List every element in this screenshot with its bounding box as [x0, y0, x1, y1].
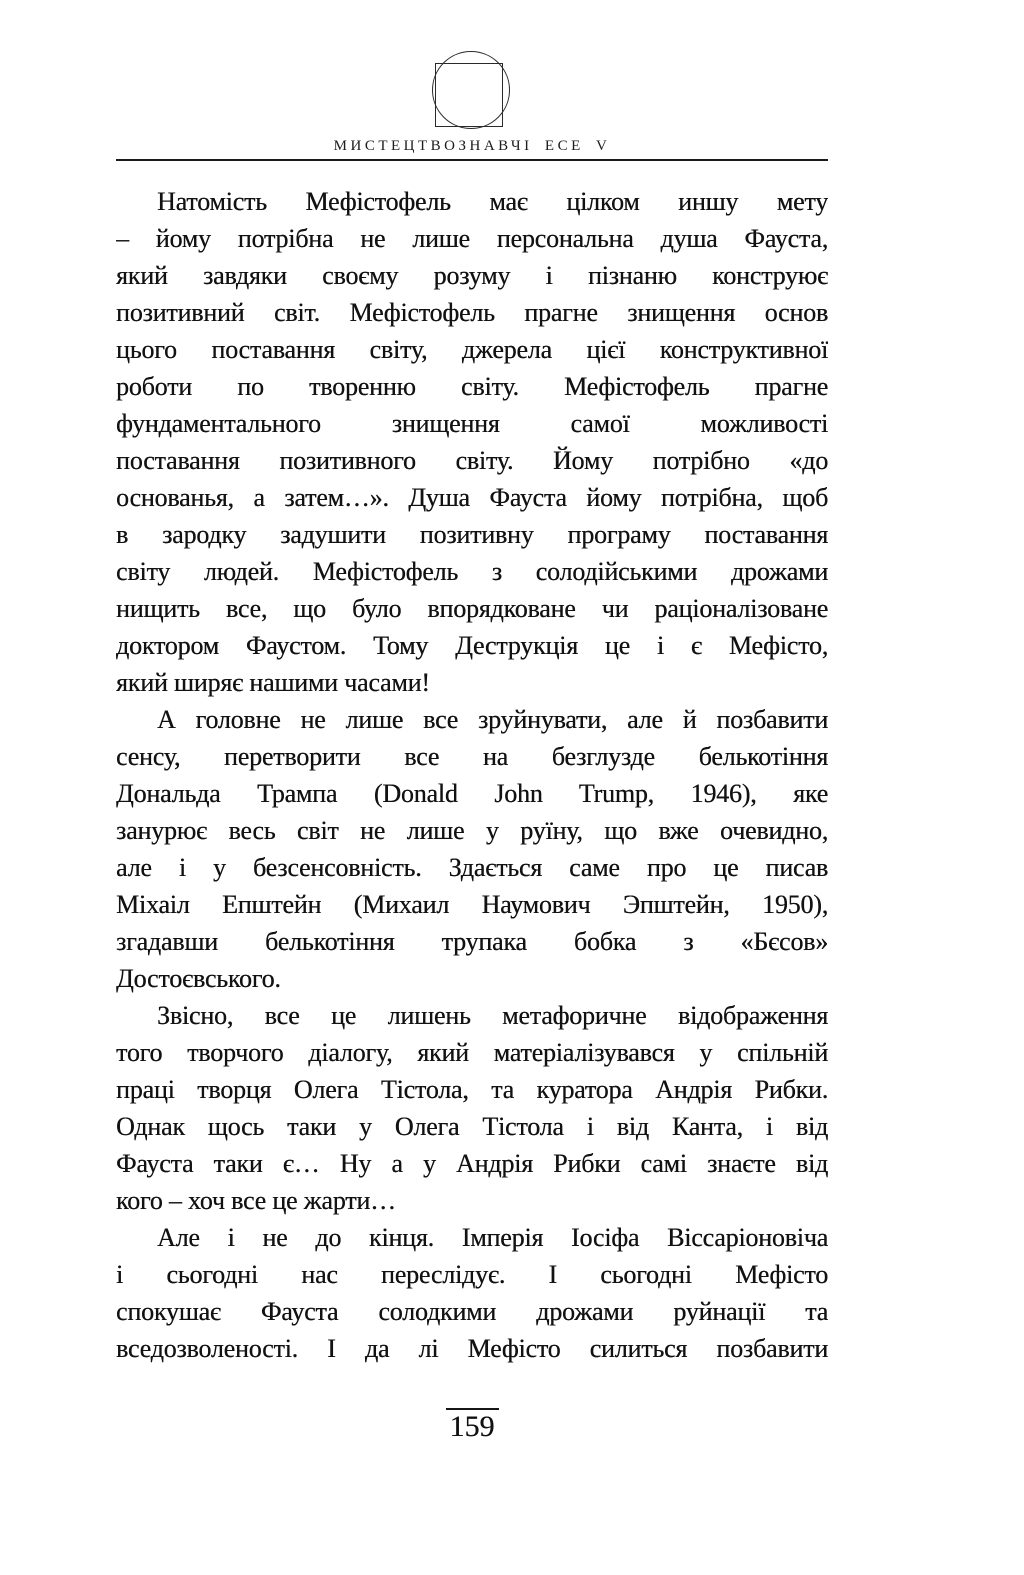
text-line: Звісно, все це лишень метафоричне відображення [157, 1001, 828, 1030]
text-line: позитивний світ. Мефістофель прагне знищення основ [116, 298, 828, 327]
text-line: Достоєвського. [116, 964, 281, 993]
text-line: Фауста таки є… Ну а у Андрія Рибки самі знаєте від [116, 1149, 828, 1178]
square-icon [435, 63, 503, 127]
text-line: нищить все, що було впорядковане чи раціоналізоване [116, 594, 828, 623]
text-line: спокушає Фауста солодкими дрожами руйнації та [116, 1297, 828, 1326]
text-line: – йому потрібна не лише персональна душа Фауста, [116, 224, 828, 253]
text-line: світу людей. Мефістофель з солодійськими дрожами [116, 557, 828, 586]
text-line: кого – хоч все це жарти… [116, 1186, 396, 1215]
paragraph [116, 1219, 828, 1367]
text-line: Натомість Мефістофель має цілком иншу мету [157, 187, 828, 216]
paragraph [116, 701, 828, 997]
paragraph [116, 183, 828, 701]
text-line: основанья, а затем…». Душа Фауста йому потрібна, щоб [116, 483, 828, 512]
text-line: згадавши белькотіння трупака бобка з «Бєсов» [116, 927, 828, 956]
running-header-title: МИСТЕЦТВОЗНАВЧІ ЕСЕ V [333, 138, 611, 154]
text-line: того творчого діалогу, який матеріалізувався у спільній [116, 1038, 828, 1067]
text-line: фундаментального знищення самої можливості [116, 409, 828, 438]
text-line: Дональда Трампа (Donald John Trump, 1946), яке [116, 779, 828, 808]
text-line: поставання позитивного світу. Йому потрібно «до [116, 446, 828, 475]
text-line: цього поставання світу, джерела цієї конструктивної [116, 335, 828, 364]
text-line: сенсу, перетворити все на безглузде белькотіння [116, 742, 828, 771]
paragraph [116, 997, 828, 1219]
body-text [116, 183, 828, 1367]
publisher-emblem [432, 51, 512, 131]
text-line: Але і не до кінця. Імперія Іосіфа Віссаріоновіча [157, 1223, 828, 1252]
text-column [116, 0, 828, 1575]
text-line: який завдяки своєму розуму і пізнаню конструює [116, 261, 828, 290]
header-rule [116, 159, 828, 161]
text-line: доктором Фаустом. Тому Деструкція це і є Мефісто, [116, 631, 828, 660]
footer [116, 1408, 828, 1443]
text-line: і сьогодні нас переслідує. І сьогодні Мефісто [116, 1260, 828, 1289]
text-line: вседозволеності. І да лі Мефісто силиться позбавити [116, 1334, 828, 1363]
text-line: але і у безсенсовність. Здається саме про це писав [116, 853, 828, 882]
text-line: Однак щось таки у Олега Тістола і від Канта, і від [116, 1112, 828, 1141]
text-line: роботи по творенню світу. Мефістофель прагне [116, 372, 828, 401]
page-number: 159 [446, 1408, 499, 1443]
text-line: праці творця Олега Тістола, та куратора Андрія Рибки. [116, 1075, 828, 1104]
text-line: Міхаіл Епштейн (Михаил Наумович Эпштейн, 1950), [116, 890, 828, 919]
text-line: який ширяє нашими часами! [116, 668, 430, 697]
text-line: в зародку задушити позитивну програму поставання [116, 520, 828, 549]
text-line: занурює весь світ не лише у руїну, що вже очевидно, [116, 816, 828, 845]
text-line: А головне не лише все зруйнувати, але й позбавити [157, 705, 828, 734]
